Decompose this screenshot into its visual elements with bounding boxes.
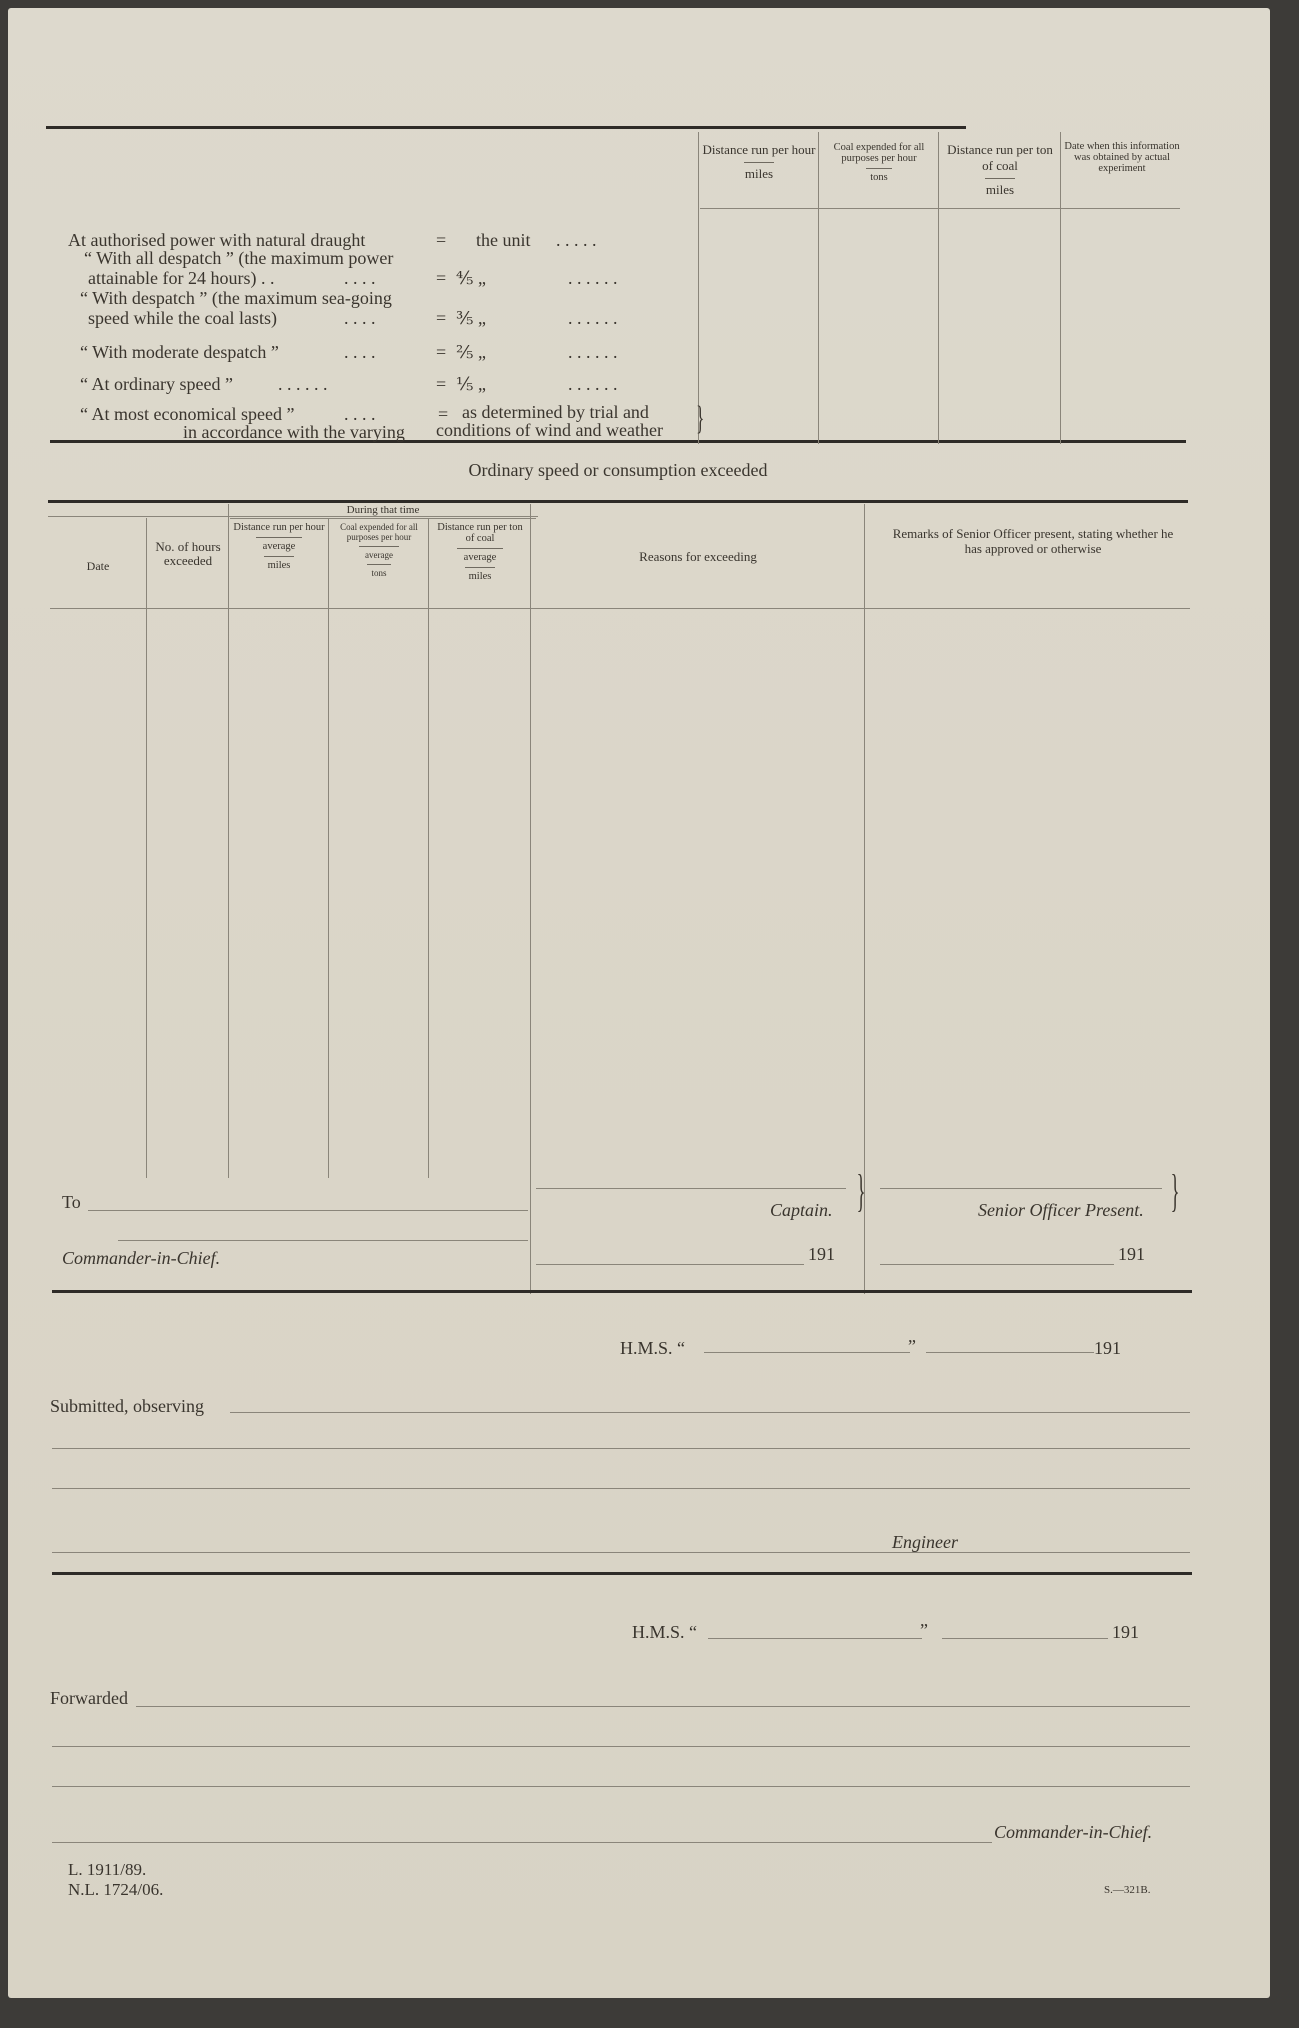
ex-col-1 (146, 518, 147, 1178)
exceeded-sub-rule (48, 516, 538, 517)
forwarded-line-3[interactable] (52, 1786, 1190, 1787)
submitted-line-4[interactable] (52, 1552, 1190, 1553)
engineer-label: Engineer (892, 1532, 958, 1552)
captain-brace-icon: } (856, 1165, 866, 1216)
during-that-time: During that time (346, 504, 420, 516)
submitted-line-2[interactable] (52, 1448, 1190, 1449)
header-underline (700, 208, 1180, 209)
during-rule (230, 518, 536, 519)
col-divider-1 (698, 132, 699, 444)
col-divider-2 (818, 132, 819, 444)
ship-name-line-1[interactable] (704, 1352, 910, 1353)
hdr-remarks: Remarks of Senior Officer present, stating whether he has approved or otherwise (892, 526, 1174, 556)
ex-col-4 (428, 518, 429, 1178)
forwarded-label: Forwarded (50, 1688, 128, 1708)
row-economical-eq: = (438, 404, 449, 424)
row-ordinary-value: ⅕ „ (456, 374, 486, 394)
forwarded-line-4[interactable] (52, 1842, 992, 1843)
row-authorised-eq: = (436, 230, 447, 250)
row-authorised-label: At authorised power with natural draught (68, 230, 366, 250)
col-divider-3 (938, 132, 939, 444)
year-2: 191 (1112, 1622, 1139, 1642)
row-ordinary-dots: . . . . . . (568, 374, 618, 394)
forwarded-line-1[interactable] (136, 1706, 1190, 1707)
hms-label-1: H.M.S. “ (620, 1338, 686, 1358)
hdr-hours-exceeded: No. of hours exceeded (155, 539, 221, 568)
to-label: To (62, 1192, 81, 1212)
row-despatch-value: ⅗ „ (456, 308, 486, 328)
row-economical-dots-mid: . . . . (344, 404, 376, 424)
row-ordinary-dots-mid: . . . . . . (278, 374, 328, 394)
to-line[interactable] (88, 1210, 528, 1211)
hdr-coal-per-hour: Coal expended for all purposes per hour tons (833, 142, 925, 183)
footer-refs: L. 1911/89. N.L. 1724/06. (68, 1860, 164, 1899)
forwarded-line-2[interactable] (52, 1746, 1190, 1747)
date-line-1[interactable] (926, 1352, 1094, 1353)
row-economical-label2: in accordance with the varying (183, 422, 405, 442)
cinc-label-1: Commander-in-Chief. (62, 1248, 221, 1268)
captain-label: Captain. (770, 1200, 833, 1220)
row-despatch-dots-mid: . . . . (344, 308, 376, 328)
row-despatch-dots: . . . . . . (568, 308, 618, 328)
form-number: S.—321B. (1104, 1884, 1151, 1896)
hdr-distance-per-ton: Distance run per ton of coal miles (947, 142, 1053, 197)
hdr-date-experiment: Date when this information was obtained by actual experiment (1064, 141, 1180, 174)
row-economical-value: as determined by trial and (462, 402, 649, 422)
captain-date-line[interactable] (536, 1264, 804, 1265)
row-economical-label: “ At most economical speed ” (80, 404, 295, 424)
hdr-ex-coal: Coal expended for all purposes per hour average tons (340, 522, 418, 578)
senior-year: 191 (1118, 1244, 1145, 1264)
row-moderate-dots-mid: . . . . (344, 342, 376, 362)
senior-line[interactable] (880, 1188, 1162, 1189)
row-economical-value2: conditions of wind and weather (436, 420, 663, 440)
row-despatch-eq: = (436, 308, 447, 328)
close-quote-1: ” (908, 1336, 916, 1356)
ex-col-2 (228, 504, 229, 1178)
hdr-reasons: Reasons for exceeding (639, 549, 757, 564)
hms-label-2: H.M.S. “ (632, 1622, 698, 1642)
senior-brace-icon: } (1170, 1165, 1180, 1216)
captain-line[interactable] (536, 1188, 846, 1189)
hdr-date: Date (86, 559, 110, 573)
ship-name-line-2[interactable] (708, 1638, 922, 1639)
senior-date-line[interactable] (880, 1264, 1114, 1265)
row-moderate-dots: . . . . . . (568, 342, 618, 362)
row-authorised-dots: . . . . . (556, 230, 597, 250)
row-despatch-label: “ With despatch ” (the maximum sea-going (80, 288, 392, 308)
row-all-despatch-dots: . . . . . . (568, 268, 618, 288)
hdr-distance-per-hour: Distance run per hour miles (702, 142, 816, 181)
row-despatch-label2: speed while the coal lasts) (88, 308, 277, 328)
cinc-label-2: Commander-in-Chief. (994, 1822, 1153, 1842)
exceeded-bottom-rule (52, 1290, 1192, 1293)
submitted-label: Submitted, observing (50, 1396, 204, 1416)
hdr-ex-perton: Distance run per ton of coal average miles (437, 522, 523, 582)
row-all-despatch-label: “ With all despatch ” (the maximum power (84, 248, 394, 268)
exceeded-top-rule (48, 500, 1188, 503)
exceeded-header-underline (50, 608, 1190, 609)
senior-label: Senior Officer Present. (978, 1200, 1144, 1220)
submitted-line-3[interactable] (52, 1488, 1190, 1489)
ex-col-5 (530, 504, 531, 1294)
exceeded-title: Ordinary speed or consumption exceeded (468, 460, 768, 480)
row-all-despatch-label2: attainable for 24 hours) . . (88, 268, 275, 288)
row-all-despatch-value: ⅘ „ (456, 268, 486, 288)
row-ordinary-label: “ At ordinary speed ” (80, 374, 233, 394)
engineer-bottom-rule (52, 1572, 1192, 1575)
row-moderate-eq: = (436, 342, 447, 362)
row-moderate-label: “ With moderate despatch ” (80, 342, 279, 362)
to-line-2[interactable] (118, 1240, 528, 1241)
captain-year: 191 (808, 1244, 835, 1264)
row-authorised-value: the unit (476, 230, 531, 250)
ex-col-3 (328, 518, 329, 1178)
close-quote-2: ” (920, 1620, 928, 1640)
row-all-despatch-eq: = (436, 268, 447, 288)
col-divider-4 (1060, 132, 1061, 444)
top-rule (46, 126, 966, 129)
form-page (8, 8, 1270, 1998)
row-all-despatch-dots-mid: . . . . (344, 268, 376, 288)
brace-icon: } (696, 400, 705, 437)
date-line-2[interactable] (942, 1638, 1108, 1639)
submitted-line-1[interactable] (230, 1412, 1190, 1413)
row-ordinary-eq: = (436, 374, 447, 394)
year-1: 191 (1094, 1338, 1121, 1358)
row-moderate-value: ⅖ „ (456, 342, 486, 362)
hdr-ex-distance: Distance run per hour average miles (233, 522, 325, 571)
